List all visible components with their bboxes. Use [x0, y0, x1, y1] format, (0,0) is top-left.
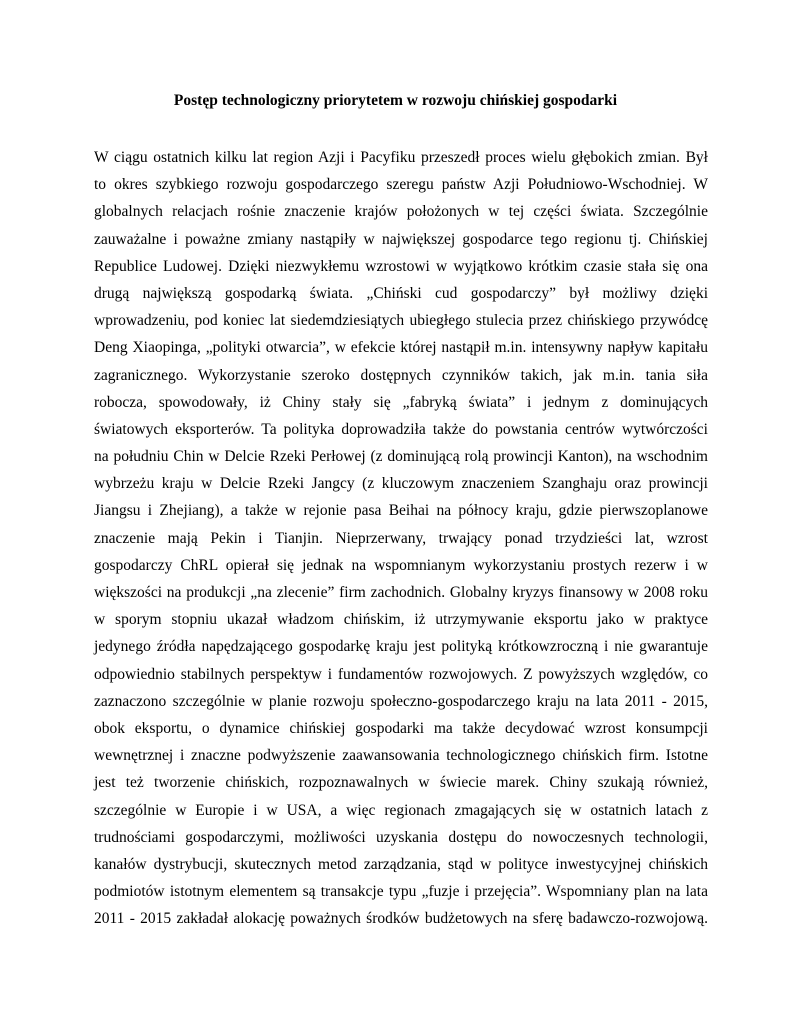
document-body [94, 144, 708, 932]
paragraph-line: w sporym stopniu ukazał władzom chińskim, iż utrzymywanie eksportu jako w praktyce [94, 611, 708, 629]
paragraph-line: większości na produkcji „na zlecenie” firm zachodnich. Globalny kryzys finansowy w 2008 roku [94, 584, 708, 601]
paragraph-line: podmiotów istotnym elementem są transakcje typu „fuzje i przejęcia”. Wspomniany plan na lata [94, 883, 708, 901]
paragraph-line: jedynego źródła napędzającego gospodarkę kraju jest polityką krótkowzroczną i nie gwarantuje [94, 638, 708, 656]
paragraph-line: szczególnie w Europie i w USA, a więc regionach zmagających się w ostatnich latach z [94, 801, 708, 819]
paragraph-line: zagranicznego. Wykorzystanie szeroko dostępnych czynników takich, jak m.in. tania siła [94, 366, 708, 384]
paragraph-line: odpowiednio stabilnych perspektyw i fundamentów rozwojowych. Z powyższych względów, co [94, 665, 708, 683]
paragraph-line: wprowadzeniu, pod koniec lat siedemdziesiątych ubiegłego stulecia przez chińskiego przywódcę [94, 312, 708, 330]
paragraph-line: robocza, spowodowały, iż Chiny stały się „fabryką świata” i jednym z dominujących [94, 393, 708, 411]
paragraph-line: wewnętrznej i znaczne podwyższenie zaawansowania technologicznego chińskich firm. Istotne [94, 747, 708, 765]
paragraph-line: globalnych relacjach rośnie znaczenie krajów położonych w tej części świata. Szczególnie [94, 203, 708, 221]
paragraph-line: światowych eksporterów. Ta polityka doprowadziła także do powstania centrów wytwórczości [94, 420, 708, 438]
paragraph-line: 2011 - 2015 zakładał alokację poważnych środków budżetowych na sferę badawczo-rozwojową. [94, 910, 708, 928]
paragraph-line: jest też tworzenie chińskich, rozpoznawalnych w świecie marek. Chiny szukają również, [94, 774, 708, 792]
paragraph-line: gospodarczy ChRL opierał się jednak na wspomnianym wykorzystaniu prostych rezerw i w [94, 556, 708, 574]
paragraph-line: to okres szybkiego rozwoju gospodarczego szeregu państw Azji Południowo-Wschodniej. W [94, 176, 708, 194]
paragraph-line: znaczenie mają Pekin i Tianjin. Nieprzerwany, trwający ponad trzydzieści lat, wzrost [94, 529, 708, 547]
paragraph-line: kanałów dystrybucji, skutecznych metod zarządzania, stąd w polityce inwestycyjnej chińskich [94, 855, 708, 873]
paragraph-line: na południu Chin w Delcie Rzeki Perłowej (z dominującą rolą prowincji Kanton), na wschodnim [94, 448, 708, 466]
paragraph-line: Republice Ludowej. Dzięki niezwykłemu wzrostowi w wyjątkowo krótkim czasie stała się ona [94, 257, 708, 275]
paragraph-line: zauważalne i poważne zmiany nastąpiły w największej gospodarce tego regionu tj. Chińskiej [94, 230, 708, 248]
paragraph-line: obok eksportu, o dynamice chińskiej gospodarki ma także decydować wzrost konsumpcji [94, 719, 708, 737]
paragraph-line: W ciągu ostatnich kilku lat region Azji i Pacyfiku przeszedł proces wielu głębokich zmian. Był [94, 149, 708, 166]
paragraph-line: Jiangsu i Zhejiang), a także w rejonie pasa Beihai na północy kraju, gdzie pierwszoplanowe [94, 502, 708, 520]
document-title: Postęp technologiczny priorytetem w rozwoju chińskiej gospodarki [173, 92, 618, 109]
paragraph-line: trudnościami gospodarczymi, możliwości uzyskania dostępu do nowoczesnych technologii, [94, 828, 708, 846]
paragraph-line: drugą największą gospodarką świata. „Chiński cud gospodarczy” był możliwy dzięki [94, 284, 708, 302]
paragraph-line: zaznaczono szczególnie w planie rozwoju społeczno-gospodarczego kraju na lata 2011 - 2015, [94, 692, 708, 710]
paragraph-line: wybrzeżu kraju w Delcie Rzeki Jangcy (z kluczowym znaczeniem Szanghaju oraz prowincji [94, 475, 708, 493]
paragraph-line: Deng Xiaopinga, „polityki otwarcia”, w efekcie której nastąpił m.in. intensywny napływ kapitału [94, 339, 708, 357]
